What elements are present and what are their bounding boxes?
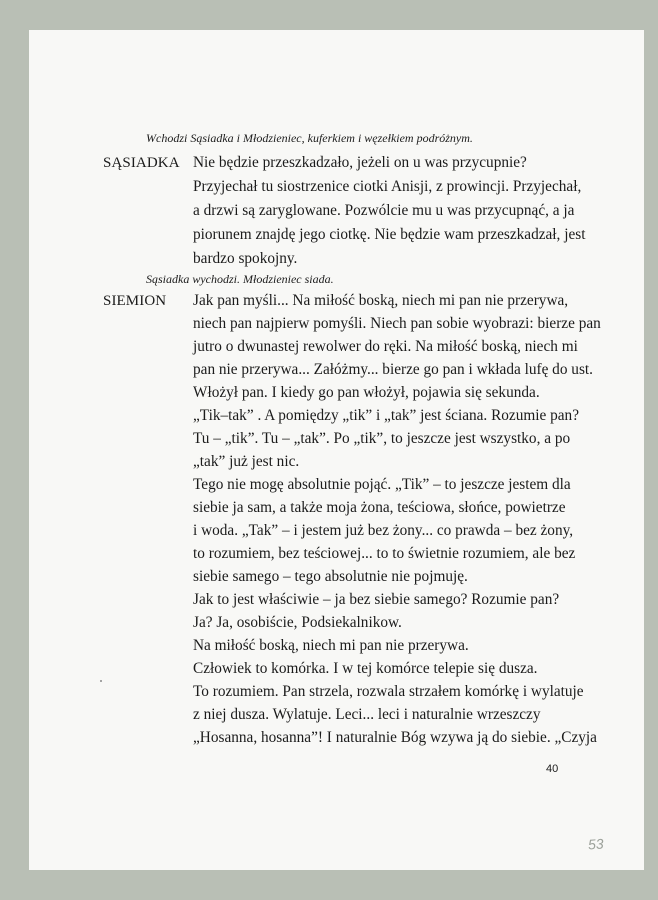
dialogue-line: Tu – „tik”. Tu – „tak”. Po „tik”, to jeszcze jest wszystko, a po	[193, 430, 571, 447]
dialogue-line: siebie samego – tego absolutnie nie pojmuję.	[193, 568, 468, 585]
dialogue-line: Włożył pan. I kiedy go pan włożył, pojawia się sekunda.	[193, 384, 540, 401]
dialogue-line: niech pan najpierw pomyśli. Niech pan sobie wyobrazi: bierze pan	[193, 315, 601, 332]
dialogue-line: Tego nie mogę absolutnie pojąć. „Tik” – to jeszcze jestem dla	[193, 476, 571, 493]
handwritten-folio-number: 53	[587, 835, 605, 853]
dialogue-line: siebie ja sam, a także moja żona, teściowa, słońce, powietrze	[193, 499, 566, 516]
dialogue-line: „tak” już jest nic.	[193, 453, 300, 470]
dialogue-line: Nie będzie przeszkadzało, jeżeli on u was przycupnie?	[193, 154, 527, 171]
dialogue-line: i woda. „Tak” – i jestem już bez żony... co prawda – bez żony,	[193, 522, 574, 539]
dialogue-line: piorunem znajdę jego ciotkę. Nie będzie wam przeszkadzał, jest	[193, 226, 586, 243]
dialogue-line: Człowiek to komórka. I w tej komórce telepie się dusza.	[193, 660, 538, 677]
dialogue-line: Ja? Ja, osobiście, Podsiekalnikow.	[193, 614, 402, 631]
dialogue-line: Na miłość boską, niech mi pan nie przerywa.	[193, 637, 469, 654]
dialogue-line: bardzo spokojny.	[193, 250, 298, 267]
dialogue-line: Jak to jest właściwie – ja bez siebie samego? Rozumie pan?	[193, 591, 560, 608]
speaker-sasiadka: SĄSIADKA	[103, 155, 180, 171]
dialogue-line: a drzwi są zaryglowane. Pozwólcie mu u was przycupnąć, a ja	[193, 202, 575, 219]
speaker-siemion: SIEMION	[103, 293, 167, 309]
page-number: 40	[546, 763, 559, 775]
dialogue-line: Przyjechał tu siostrzenice ciotki Anisji, z prowincji. Przyjechał,	[193, 178, 582, 195]
dialogue-line: to rozumiem, bez teściowej... to to świetnie rozumiem, ale bez	[193, 545, 576, 562]
stage-direction-entrance: Wchodzi Sąsiadka i Młodzieniec, kuferkiem i węzełkiem podróżnym.	[146, 131, 473, 145]
dialogue-line: „Tik–tak” . A pomiędzy „tik” i „tak” jest ściana. Rozumie pan?	[193, 407, 579, 424]
stage-direction-exit: Sąsiadka wychodzi. Młodzieniec siada.	[146, 272, 334, 286]
dialogue-line: jutro o dwunastej rewolwer do ręki. Na miłość boską, niech mi	[193, 338, 578, 355]
dialogue-line: z niej dusza. Wylatuje. Leci... leci i naturalnie wrzeszczy	[193, 706, 541, 723]
paper-speck	[100, 680, 102, 682]
dialogue-line: pan nie przerywa... Załóżmy... bierze go pan i wkłada lufę do ust.	[193, 361, 593, 378]
dialogue-line: To rozumiem. Pan strzela, rozwala strzałem komórkę i wylatuje	[193, 683, 584, 700]
dialogue-line: „Hosanna, hosanna”! I naturalnie Bóg wzywa ją do siebie. „Czyja	[193, 729, 597, 746]
dialogue-line: Jak pan myśli... Na miłość boską, niech mi pan nie przerywa,	[193, 292, 569, 309]
